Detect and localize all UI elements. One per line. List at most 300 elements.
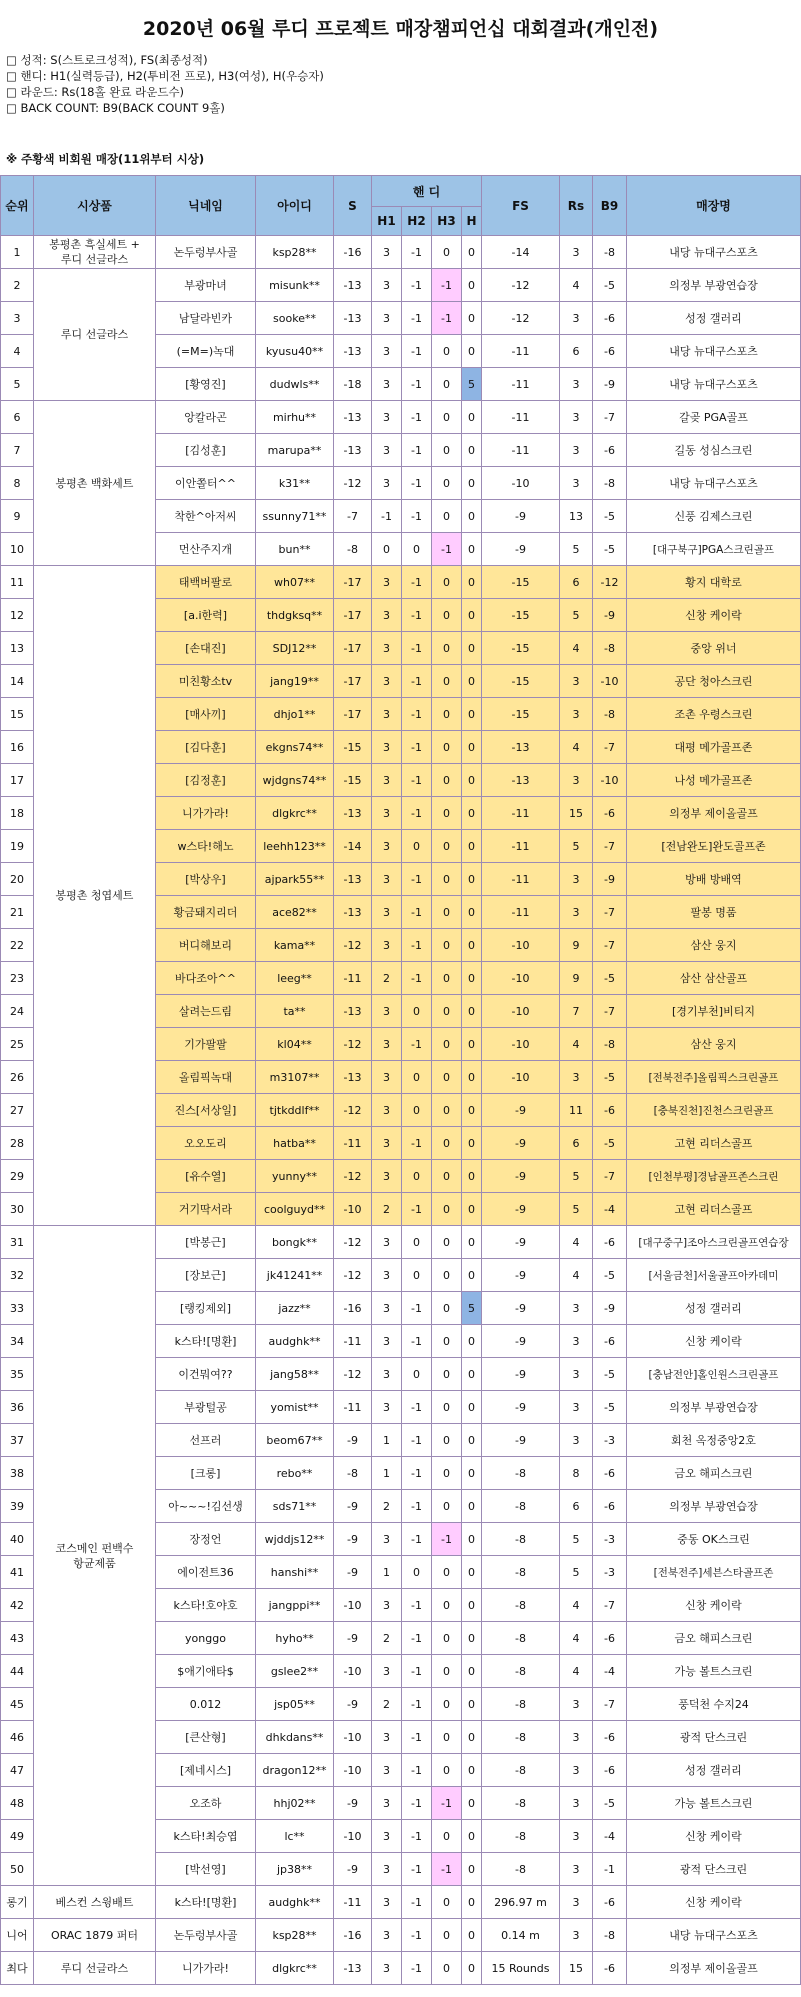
b9-cell: -9 xyxy=(593,368,627,401)
fs-cell: -10 xyxy=(482,467,560,500)
store-cell: 신창 케이락 xyxy=(627,1886,801,1919)
nick-cell: 먼산주지개 xyxy=(156,533,256,566)
b9-cell: -5 xyxy=(593,1391,627,1424)
rank-cell: 16 xyxy=(1,731,34,764)
b9-cell: -7 xyxy=(593,896,627,929)
id-cell: bongk** xyxy=(256,1226,334,1259)
fs-cell: -12 xyxy=(482,269,560,302)
nick-cell: k스타![명환] xyxy=(156,1886,256,1919)
h1-cell: 3 xyxy=(372,1358,402,1391)
h1-cell: 3 xyxy=(372,1061,402,1094)
nick-cell: 아~~~!김선생 xyxy=(156,1490,256,1523)
fs-cell: -15 xyxy=(482,665,560,698)
id-cell: dhkdans** xyxy=(256,1721,334,1754)
h2-cell: -1 xyxy=(402,764,432,797)
store-cell: 의정부 부광연습장 xyxy=(627,269,801,302)
fs-cell: -9 xyxy=(482,1292,560,1325)
h1-cell: 3 xyxy=(372,731,402,764)
b9-cell: -6 xyxy=(593,1226,627,1259)
nick-cell: 장정언 xyxy=(156,1523,256,1556)
rs-cell: 6 xyxy=(560,335,593,368)
award-type-cell: 롱기 xyxy=(1,1886,34,1919)
rs-cell: 3 xyxy=(560,863,593,896)
h-cell: 0 xyxy=(462,1886,482,1919)
rank-cell: 38 xyxy=(1,1457,34,1490)
store-cell: [대구북구]PGA스크린골프 xyxy=(627,533,801,566)
h3-cell: 0 xyxy=(432,830,462,863)
h1-cell: 3 xyxy=(372,632,402,665)
store-cell: 성정 갤러리 xyxy=(627,1754,801,1787)
id-cell: marupa** xyxy=(256,434,334,467)
h2-cell: -1 xyxy=(402,1589,432,1622)
h2-cell: -1 xyxy=(402,1919,432,1952)
fs-cell: -8 xyxy=(482,1589,560,1622)
h-cell: 0 xyxy=(462,1028,482,1061)
rs-cell: 3 xyxy=(560,1721,593,1754)
table-row xyxy=(1,566,801,599)
store-cell: 광적 단스크린 xyxy=(627,1721,801,1754)
s-cell: -9 xyxy=(334,1556,372,1589)
rank-cell: 1 xyxy=(1,236,34,269)
h3-cell: 0 xyxy=(432,1820,462,1853)
rs-cell: 3 xyxy=(560,698,593,731)
b9-cell: -6 xyxy=(593,1094,627,1127)
h-cell: 0 xyxy=(462,1820,482,1853)
s-cell: -9 xyxy=(334,1523,372,1556)
rs-cell: 5 xyxy=(560,1193,593,1226)
rank-cell: 23 xyxy=(1,962,34,995)
s-cell: -17 xyxy=(334,698,372,731)
rs-cell: 3 xyxy=(560,467,593,500)
b9-cell: -6 xyxy=(593,797,627,830)
h1-cell: 3 xyxy=(372,863,402,896)
b9-cell: -8 xyxy=(593,467,627,500)
h1-cell: 3 xyxy=(372,1259,402,1292)
b9-cell: -9 xyxy=(593,599,627,632)
col-h: H xyxy=(462,207,482,236)
rs-cell: 15 xyxy=(560,1952,593,1985)
rs-cell: 3 xyxy=(560,1292,593,1325)
s-cell: -8 xyxy=(334,533,372,566)
rank-cell: 7 xyxy=(1,434,34,467)
id-cell: rebo** xyxy=(256,1457,334,1490)
nick-cell: [a.i한력] xyxy=(156,599,256,632)
h2-cell: -1 xyxy=(402,1787,432,1820)
col-id: 아이디 xyxy=(256,176,334,236)
b9-cell: -8 xyxy=(593,632,627,665)
rs-cell: 3 xyxy=(560,896,593,929)
s-cell: -13 xyxy=(334,995,372,1028)
prize-group-cell: 봉평촌 백화세트 xyxy=(34,401,156,566)
note-score: □ 성적: S(스트로크성적), FS(최종성적) xyxy=(6,53,208,67)
fs-cell: -11 xyxy=(482,368,560,401)
nick-cell: [황영진] xyxy=(156,368,256,401)
s-cell: -7 xyxy=(334,500,372,533)
s-cell: -12 xyxy=(334,1358,372,1391)
h1-cell: 3 xyxy=(372,599,402,632)
b9-cell: -7 xyxy=(593,1160,627,1193)
fs-cell: -9 xyxy=(482,1193,560,1226)
b9-cell: -12 xyxy=(593,566,627,599)
s-cell: -12 xyxy=(334,1028,372,1061)
id-cell: hanshi** xyxy=(256,1556,334,1589)
h3-cell: 0 xyxy=(432,1424,462,1457)
h1-cell: 3 xyxy=(372,698,402,731)
h2-cell: -1 xyxy=(402,599,432,632)
nick-cell: k스타!호야호 xyxy=(156,1589,256,1622)
rank-cell: 13 xyxy=(1,632,34,665)
rs-cell: 3 xyxy=(560,368,593,401)
h2-cell: -1 xyxy=(402,302,432,335)
nick-cell: 태백버팔로 xyxy=(156,566,256,599)
store-cell: 신창 케이락 xyxy=(627,1325,801,1358)
col-h3: H3 xyxy=(432,207,462,236)
h1-cell: 2 xyxy=(372,1490,402,1523)
nick-cell: [김다훈] xyxy=(156,731,256,764)
h1-cell: 3 xyxy=(372,1226,402,1259)
fs-cell: -8 xyxy=(482,1721,560,1754)
nick-cell: 오조하 xyxy=(156,1787,256,1820)
id-cell: beom67** xyxy=(256,1424,334,1457)
s-cell: -16 xyxy=(334,1919,372,1952)
s-cell: -16 xyxy=(334,1292,372,1325)
b9-cell: -10 xyxy=(593,764,627,797)
fs-cell: -10 xyxy=(482,929,560,962)
col-prize: 시상품 xyxy=(34,176,156,236)
nick-cell: (=M=)녹대 xyxy=(156,335,256,368)
rank-cell: 22 xyxy=(1,929,34,962)
h1-cell: 3 xyxy=(372,830,402,863)
h3-cell: 0 xyxy=(432,1028,462,1061)
table-row xyxy=(1,236,801,269)
nick-cell: [손대진] xyxy=(156,632,256,665)
store-cell: [전남완도]완도골프존 xyxy=(627,830,801,863)
s-cell: -9 xyxy=(334,1622,372,1655)
fs-cell: 15 Rounds xyxy=(482,1952,560,1985)
nick-cell: 바다조아^^ xyxy=(156,962,256,995)
h3-cell: 0 xyxy=(432,1457,462,1490)
rank-cell: 49 xyxy=(1,1820,34,1853)
id-cell: sooke** xyxy=(256,302,334,335)
table-row xyxy=(1,1226,801,1259)
h1-cell: 3 xyxy=(372,1391,402,1424)
h-cell: 0 xyxy=(462,1952,482,1985)
s-cell: -8 xyxy=(334,1457,372,1490)
h-cell: 0 xyxy=(462,929,482,962)
store-cell: 금오 해피스크린 xyxy=(627,1622,801,1655)
h3-cell: 0 xyxy=(432,566,462,599)
h3-cell: 0 xyxy=(432,1490,462,1523)
fs-cell: -15 xyxy=(482,599,560,632)
b9-cell: -5 xyxy=(593,962,627,995)
h-cell: 0 xyxy=(462,500,482,533)
rank-cell: 9 xyxy=(1,500,34,533)
store-cell: 가능 볼트스크린 xyxy=(627,1655,801,1688)
fs-cell: -8 xyxy=(482,1853,560,1886)
h3-cell: -1 xyxy=(432,302,462,335)
note-rounds: □ 라운드: Rs(18홀 완료 라운드수) xyxy=(6,85,185,99)
h-cell: 0 xyxy=(462,1721,482,1754)
store-cell: 삼산 삼산골프 xyxy=(627,962,801,995)
rank-cell: 44 xyxy=(1,1655,34,1688)
id-cell: dragon12** xyxy=(256,1754,334,1787)
nick-cell: 부광마녀 xyxy=(156,269,256,302)
h1-cell: 0 xyxy=(372,533,402,566)
fs-cell: -11 xyxy=(482,434,560,467)
store-cell: 신풍 김제스크린 xyxy=(627,500,801,533)
id-cell: thdgksq** xyxy=(256,599,334,632)
h3-cell: 0 xyxy=(432,1358,462,1391)
col-rank: 순위 xyxy=(1,176,34,236)
h3-cell: 0 xyxy=(432,1886,462,1919)
h1-cell: 3 xyxy=(372,302,402,335)
h1-cell: 3 xyxy=(372,1655,402,1688)
rs-cell: 13 xyxy=(560,500,593,533)
s-cell: -13 xyxy=(334,302,372,335)
id-cell: gslee2** xyxy=(256,1655,334,1688)
h-cell: 0 xyxy=(462,1094,482,1127)
h-cell: 0 xyxy=(462,764,482,797)
nick-cell: [박선영] xyxy=(156,1853,256,1886)
s-cell: -11 xyxy=(334,962,372,995)
h3-cell: 0 xyxy=(432,335,462,368)
h-cell: 0 xyxy=(462,632,482,665)
h3-cell: 0 xyxy=(432,1226,462,1259)
id-cell: sds71** xyxy=(256,1490,334,1523)
store-cell: 금오 해피스크린 xyxy=(627,1457,801,1490)
h2-cell: -1 xyxy=(402,368,432,401)
h1-cell: 3 xyxy=(372,797,402,830)
b9-cell: -6 xyxy=(593,1622,627,1655)
store-cell: 삼산 웅지 xyxy=(627,1028,801,1061)
b9-cell: -5 xyxy=(593,1061,627,1094)
rs-cell: 3 xyxy=(560,1358,593,1391)
nick-cell: 진스[서상일] xyxy=(156,1094,256,1127)
s-cell: -13 xyxy=(334,335,372,368)
id-cell: m3107** xyxy=(256,1061,334,1094)
h-cell: 0 xyxy=(462,1358,482,1391)
s-cell: -9 xyxy=(334,1853,372,1886)
h1-cell: 2 xyxy=(372,1622,402,1655)
h1-cell: 2 xyxy=(372,962,402,995)
rank-cell: 19 xyxy=(1,830,34,863)
store-cell: 신창 케이락 xyxy=(627,1589,801,1622)
h1-cell: 2 xyxy=(372,1688,402,1721)
col-rounds: Rs xyxy=(560,176,593,236)
h-cell: 0 xyxy=(462,335,482,368)
h1-cell: 2 xyxy=(372,1193,402,1226)
store-cell: 고현 리더스골프 xyxy=(627,1127,801,1160)
h-cell: 0 xyxy=(462,962,482,995)
h1-cell: 3 xyxy=(372,764,402,797)
h2-cell: -1 xyxy=(402,962,432,995)
h1-cell: 1 xyxy=(372,1424,402,1457)
rs-cell: 3 xyxy=(560,764,593,797)
id-cell: audghk** xyxy=(256,1886,334,1919)
h2-cell: -1 xyxy=(402,665,432,698)
h2-cell: -1 xyxy=(402,1193,432,1226)
b9-cell: -7 xyxy=(593,731,627,764)
rank-cell: 24 xyxy=(1,995,34,1028)
rank-cell: 21 xyxy=(1,896,34,929)
s-cell: -13 xyxy=(334,863,372,896)
h-cell: 0 xyxy=(462,599,482,632)
rank-cell: 28 xyxy=(1,1127,34,1160)
h2-cell: -1 xyxy=(402,1688,432,1721)
store-cell: [서울금천]서울골프아카데미 xyxy=(627,1259,801,1292)
store-cell: 가능 볼트스크린 xyxy=(627,1787,801,1820)
award-prize-cell: 루디 선글라스 xyxy=(34,1952,156,1985)
rs-cell: 3 xyxy=(560,1754,593,1787)
s-cell: -12 xyxy=(334,1259,372,1292)
h-cell: 0 xyxy=(462,1127,482,1160)
rs-cell: 9 xyxy=(560,929,593,962)
h2-cell: -1 xyxy=(402,1820,432,1853)
h1-cell: 3 xyxy=(372,434,402,467)
s-cell: -17 xyxy=(334,632,372,665)
h3-cell: 0 xyxy=(432,1589,462,1622)
h-cell: 0 xyxy=(462,995,482,1028)
rs-cell: 6 xyxy=(560,1127,593,1160)
rs-cell: 3 xyxy=(560,1688,593,1721)
rs-cell: 6 xyxy=(560,566,593,599)
h2-cell: -1 xyxy=(402,236,432,269)
b9-cell: -9 xyxy=(593,1292,627,1325)
col-stroke: S xyxy=(334,176,372,236)
store-cell: 내당 뉴대구스포츠 xyxy=(627,368,801,401)
rs-cell: 4 xyxy=(560,731,593,764)
rank-cell: 48 xyxy=(1,1787,34,1820)
nick-cell: 황금돼지리더 xyxy=(156,896,256,929)
rs-cell: 7 xyxy=(560,995,593,1028)
fs-cell: -9 xyxy=(482,1226,560,1259)
id-cell: dlgkrc** xyxy=(256,797,334,830)
h3-cell: 0 xyxy=(432,1754,462,1787)
rs-cell: 3 xyxy=(560,1853,593,1886)
h2-cell: -1 xyxy=(402,269,432,302)
h3-cell: 0 xyxy=(432,599,462,632)
h2-cell: 0 xyxy=(402,1061,432,1094)
h2-cell: -1 xyxy=(402,896,432,929)
b9-cell: -5 xyxy=(593,1127,627,1160)
fs-cell: -15 xyxy=(482,566,560,599)
b9-cell: -7 xyxy=(593,1589,627,1622)
b9-cell: -7 xyxy=(593,1688,627,1721)
h-cell: 0 xyxy=(462,1622,482,1655)
h3-cell: 0 xyxy=(432,863,462,896)
col-h2: H2 xyxy=(402,207,432,236)
h2-cell: -1 xyxy=(402,929,432,962)
fs-cell: -9 xyxy=(482,533,560,566)
s-cell: -11 xyxy=(334,1127,372,1160)
b9-cell: -3 xyxy=(593,1556,627,1589)
nick-cell: k스타![명환] xyxy=(156,1325,256,1358)
rs-cell: 4 xyxy=(560,1028,593,1061)
fs-cell: -8 xyxy=(482,1490,560,1523)
s-cell: -13 xyxy=(334,896,372,929)
h2-cell: -1 xyxy=(402,1424,432,1457)
store-cell: 삼산 웅지 xyxy=(627,929,801,962)
h1-cell: 3 xyxy=(372,1523,402,1556)
h2-cell: -1 xyxy=(402,698,432,731)
id-cell: ksp28** xyxy=(256,1919,334,1952)
b9-cell: -7 xyxy=(593,929,627,962)
h1-cell: 3 xyxy=(372,929,402,962)
rs-cell: 3 xyxy=(560,1391,593,1424)
nick-cell: 살려는드림 xyxy=(156,995,256,1028)
h1-cell: 3 xyxy=(372,1160,402,1193)
rs-cell: 3 xyxy=(560,302,593,335)
h3-cell: 0 xyxy=(432,368,462,401)
store-cell: 대평 메가골프존 xyxy=(627,731,801,764)
b9-cell: -5 xyxy=(593,269,627,302)
h-cell: 0 xyxy=(462,566,482,599)
b9-cell: -8 xyxy=(593,1028,627,1061)
h1-cell: 3 xyxy=(372,1325,402,1358)
h3-cell: 0 xyxy=(432,632,462,665)
s-cell: -17 xyxy=(334,665,372,698)
h1-cell: 3 xyxy=(372,1028,402,1061)
fs-cell: -10 xyxy=(482,1061,560,1094)
col-final-score: FS xyxy=(482,176,560,236)
h2-cell: 0 xyxy=(402,1160,432,1193)
h3-cell: -1 xyxy=(432,269,462,302)
col-handicap-group: 핸 디 xyxy=(372,176,482,207)
h-cell: 0 xyxy=(462,698,482,731)
id-cell: leehh123** xyxy=(256,830,334,863)
h-cell: 0 xyxy=(462,1391,482,1424)
h-cell: 0 xyxy=(462,1457,482,1490)
prize-group-cell: 봉평촌 청엽세트 xyxy=(34,566,156,1226)
s-cell: -10 xyxy=(334,1655,372,1688)
b9-cell: -6 xyxy=(593,1457,627,1490)
b9-cell: -6 xyxy=(593,1952,627,1985)
id-cell: hhj02** xyxy=(256,1787,334,1820)
s-cell: -10 xyxy=(334,1754,372,1787)
fs-cell: -10 xyxy=(482,995,560,1028)
h1-cell: 3 xyxy=(372,1721,402,1754)
id-cell: lc** xyxy=(256,1820,334,1853)
fs-cell: -9 xyxy=(482,1127,560,1160)
h1-cell: 3 xyxy=(372,1589,402,1622)
b9-cell: -5 xyxy=(593,500,627,533)
prize-group-cell: 루디 선글라스 xyxy=(34,269,156,401)
s-cell: -17 xyxy=(334,599,372,632)
nick-cell: 착한^아저씨 xyxy=(156,500,256,533)
fs-cell: -11 xyxy=(482,896,560,929)
h3-cell: -1 xyxy=(432,1523,462,1556)
id-cell: SDJ12** xyxy=(256,632,334,665)
table-row xyxy=(1,401,801,434)
s-cell: -12 xyxy=(334,1094,372,1127)
store-cell: 나성 메가골프존 xyxy=(627,764,801,797)
fs-cell: -15 xyxy=(482,632,560,665)
h2-cell: -1 xyxy=(402,401,432,434)
h-cell: 0 xyxy=(462,1919,482,1952)
b9-cell: -6 xyxy=(593,1886,627,1919)
h1-cell: 3 xyxy=(372,1094,402,1127)
s-cell: -10 xyxy=(334,1721,372,1754)
h1-cell: 3 xyxy=(372,236,402,269)
h3-cell: 0 xyxy=(432,1127,462,1160)
fs-cell: -8 xyxy=(482,1556,560,1589)
store-cell: 조촌 우령스크린 xyxy=(627,698,801,731)
h1-cell: 3 xyxy=(372,1820,402,1853)
fs-cell: -11 xyxy=(482,797,560,830)
h1-cell: 3 xyxy=(372,1919,402,1952)
b9-cell: -6 xyxy=(593,335,627,368)
h-cell: 0 xyxy=(462,1193,482,1226)
